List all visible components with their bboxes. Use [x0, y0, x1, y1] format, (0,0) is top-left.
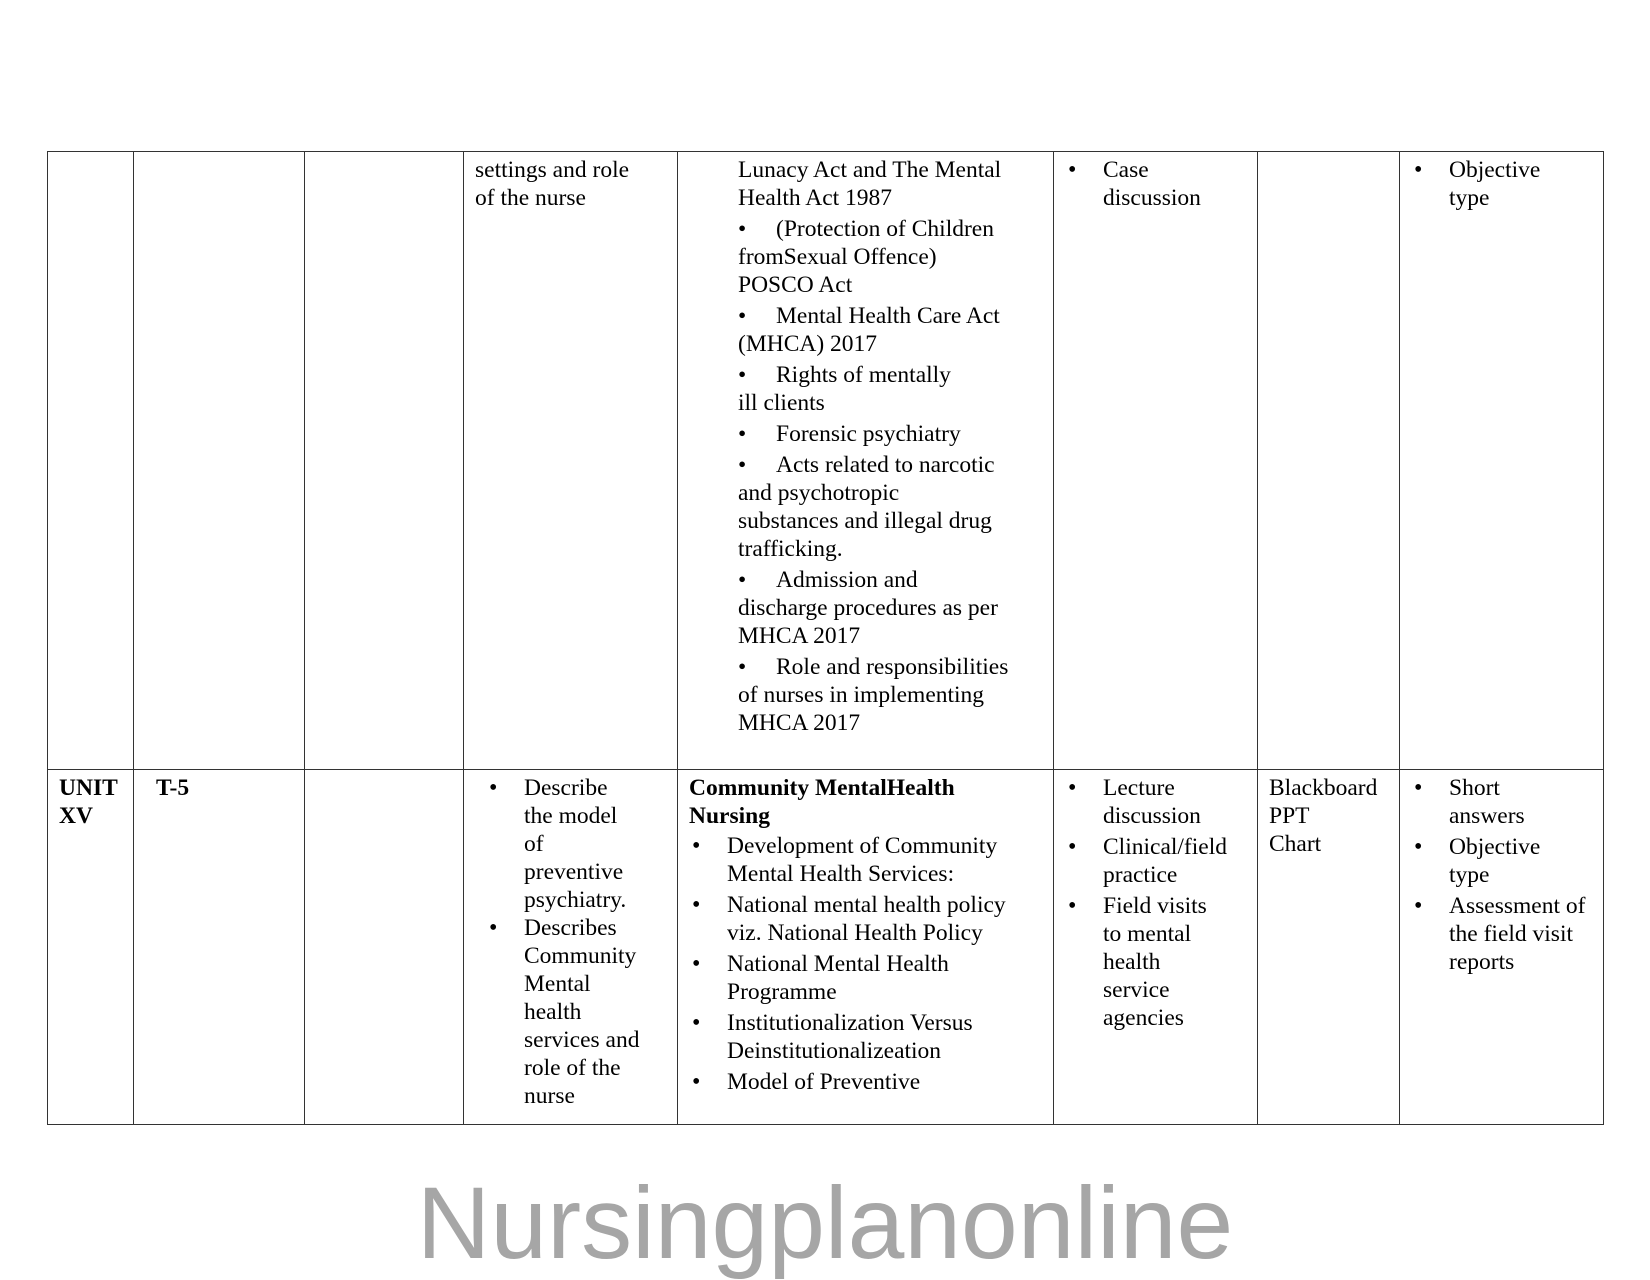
- evaluation-item: • Objective type: [1411, 156, 1572, 212]
- objectives-cell: [464, 152, 678, 770]
- content-item-first: (Protection of Children: [776, 216, 994, 242]
- content-item-cont: MHCA 2017: [738, 710, 861, 736]
- content-item: • Institutionalization Versus Deinstitutionalizeation: [689, 1009, 1042, 1065]
- content-item-cont: and psychotropic: [738, 480, 900, 506]
- content-item: • Development of Community Mental Health Services:: [689, 832, 1042, 888]
- content-item-cont: ill clients: [738, 390, 825, 416]
- content-item-first: Acts related to narcotic: [776, 452, 995, 478]
- content-item-cont: (MHCA) 2017: [738, 331, 878, 357]
- content-item: • Admission and discharge procedures as per MHCA 2017: [738, 566, 1042, 650]
- content-item-cont: of nurses in implementing: [738, 682, 985, 708]
- content-cell: [678, 152, 1054, 770]
- objectives-cell: [464, 770, 678, 1125]
- objective-line: of the nurse: [475, 185, 586, 211]
- av-aid: PPT: [1269, 803, 1310, 829]
- time-cell: [134, 152, 305, 770]
- unit-number: XV: [59, 803, 93, 829]
- blank-cell: [305, 770, 464, 1125]
- evaluation-cell: [1400, 770, 1604, 1125]
- evaluation-cell: [1400, 152, 1604, 770]
- av-aids-cell: [1258, 152, 1400, 770]
- av-aid: Blackboard: [1269, 775, 1378, 801]
- blank-cell: [305, 152, 464, 770]
- evaluation-item: • Objective type: [1411, 833, 1559, 889]
- content-item: • National mental health policy viz. National Health Policy: [689, 891, 1027, 947]
- content-line: Health Act 1987: [738, 185, 893, 211]
- method-item: • Case discussion: [1065, 156, 1226, 212]
- content-item-cont: substances and illegal drug: [738, 508, 992, 534]
- unit-cell: [48, 770, 134, 1125]
- content-item: • Model of Preventive: [689, 1068, 1042, 1096]
- content-item: • (Protection of Children fromSexual Offence) POSCO Act: [738, 215, 1042, 299]
- content-item: • Acts related to narcotic and psychotropic substances and illegal drug trafficking.: [738, 451, 1042, 563]
- content-item-first: Role and responsibilities: [776, 654, 1009, 680]
- content-item: • Rights of mentally ill clients: [738, 361, 1042, 417]
- table-row: [48, 152, 1604, 770]
- unit-cell: [48, 152, 134, 770]
- time-cell: [134, 770, 305, 1125]
- content-item-first: Forensic psychiatry: [776, 421, 961, 447]
- content-item-first: Admission and: [776, 567, 918, 593]
- method-item: • Lecture discussion: [1065, 774, 1213, 830]
- table-row: [48, 770, 1604, 1125]
- time-value: T-5: [156, 775, 190, 801]
- unit-label: UNIT: [59, 775, 118, 801]
- objective-item: • Describe the model of preventive psychiatry.: [486, 774, 642, 914]
- av-aids-cell: [1258, 770, 1400, 1125]
- content-title: Community MentalHealth Nursing: [689, 775, 955, 829]
- content-item-cont: fromSexual Offence): [738, 244, 937, 270]
- methods-cell: [1054, 770, 1258, 1125]
- curriculum-table: [47, 151, 1604, 1125]
- content-item-cont: discharge procedures as per: [738, 595, 998, 621]
- content-item: • Forensic psychiatry: [738, 421, 961, 447]
- content-item: • National Mental Health Programme: [689, 950, 987, 1006]
- content-item-first: Rights of mentally: [776, 362, 951, 388]
- content-item: • Role and responsibilities of nurses in implementing MHCA 2017: [738, 653, 1042, 737]
- content-cell: [678, 770, 1054, 1125]
- method-item: • Field visits to mental health service agencies: [1065, 892, 1213, 1032]
- content-item: • Mental Health Care Act (MHCA) 2017: [738, 302, 1042, 358]
- content-line: Lunacy Act and The Mental: [738, 157, 1002, 183]
- content-item-cont: POSCO Act: [738, 272, 853, 298]
- objective-item: • Describes Community Mental health services and role of the nurse: [486, 914, 649, 1110]
- objective-line: settings and role: [475, 157, 630, 183]
- content-item-cont: trafficking.: [738, 536, 843, 562]
- content-item-cont: MHCA 2017: [738, 623, 861, 649]
- methods-cell: [1054, 152, 1258, 770]
- content-item-first: Mental Health Care Act: [776, 303, 1000, 329]
- evaluation-item: • Assessment of the field visit reports: [1411, 892, 1592, 976]
- watermark-text: Nursingplanonline: [416, 1166, 1234, 1280]
- evaluation-item: • Short answers: [1411, 774, 1539, 830]
- av-aid: Chart: [1269, 831, 1322, 857]
- method-item: • Clinical/field practice: [1065, 833, 1243, 889]
